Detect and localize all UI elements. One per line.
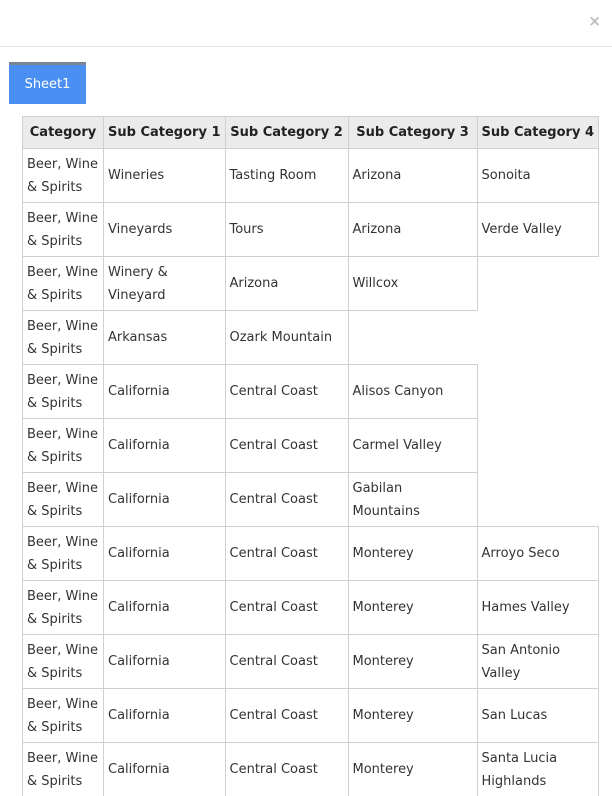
tab-sheet1[interactable]: Sheet1 (9, 62, 86, 104)
table-row (23, 635, 599, 689)
table-row (23, 689, 599, 743)
table-row (23, 203, 599, 257)
cell-sub-category-1[interactable]: California (104, 419, 226, 473)
cell-sub-category-2[interactable]: Arizona (225, 257, 348, 311)
table-row (23, 581, 599, 635)
cell-sub-category-1[interactable]: Arkansas (104, 311, 226, 365)
cell-sub-category-1[interactable]: California (104, 743, 226, 796)
table-row (23, 365, 599, 419)
cell-sub-category-2[interactable]: Tasting Room (225, 149, 348, 203)
cell-sub-category-2[interactable]: Central Coast (225, 581, 348, 635)
table-row (23, 473, 599, 527)
cell-sub-category-4[interactable]: Arroyo Seco (477, 527, 599, 581)
empty-cell (477, 473, 599, 527)
cell-sub-category-3[interactable]: Monterey (348, 743, 477, 796)
cell-category[interactable]: Beer, Wine & Spirits (23, 203, 104, 257)
cell-sub-category-1[interactable]: Wineries (104, 149, 226, 203)
cell-sub-category-2[interactable]: Central Coast (225, 473, 348, 527)
header-row (23, 117, 599, 149)
cell-sub-category-2[interactable]: Central Coast (225, 689, 348, 743)
cell-sub-category-4[interactable]: Sonoita (477, 149, 599, 203)
empty-cell (477, 419, 599, 473)
cell-category[interactable]: Beer, Wine & Spirits (23, 149, 104, 203)
cell-sub-category-1[interactable]: California (104, 635, 226, 689)
cell-sub-category-2[interactable]: Central Coast (225, 635, 348, 689)
column-header-sub-category-1[interactable]: Sub Category 1 (104, 117, 226, 149)
cell-sub-category-3[interactable]: Arizona (348, 203, 477, 257)
cell-sub-category-2[interactable]: Central Coast (225, 743, 348, 796)
cell-sub-category-3[interactable]: Alisos Canyon (348, 365, 477, 419)
cell-sub-category-1[interactable]: California (104, 365, 226, 419)
cell-sub-category-3[interactable]: Monterey (348, 527, 477, 581)
table-row (23, 419, 599, 473)
cell-sub-category-1[interactable]: California (104, 689, 226, 743)
empty-cell (477, 311, 599, 365)
column-header-sub-category-3[interactable]: Sub Category 3 (348, 117, 477, 149)
cell-sub-category-2[interactable]: Tours (225, 203, 348, 257)
cell-sub-category-4[interactable]: San Antonio Valley (477, 635, 599, 689)
cell-sub-category-1[interactable]: California (104, 581, 226, 635)
cell-sub-category-3[interactable]: Monterey (348, 689, 477, 743)
cell-category[interactable]: Beer, Wine & Spirits (23, 527, 104, 581)
cell-sub-category-3[interactable]: Willcox (348, 257, 477, 311)
table-row (23, 311, 599, 365)
column-header-sub-category-4[interactable]: Sub Category 4 (477, 117, 599, 149)
cell-sub-category-4[interactable]: Santa Lucia Highlands (477, 743, 599, 796)
empty-cell (477, 365, 599, 419)
column-header-category[interactable]: Category (23, 117, 104, 149)
table-row (23, 149, 599, 203)
cell-sub-category-4[interactable]: Verde Valley (477, 203, 599, 257)
cell-sub-category-3[interactable]: Gabilan Mountains (348, 473, 477, 527)
cell-sub-category-1[interactable]: California (104, 527, 226, 581)
cell-category[interactable]: Beer, Wine & Spirits (23, 743, 104, 796)
table-row (23, 257, 599, 311)
cell-sub-category-3[interactable]: Carmel Valley (348, 419, 477, 473)
cell-category[interactable]: Beer, Wine & Spirits (23, 689, 104, 743)
spreadsheet-table (22, 116, 599, 796)
cell-sub-category-1[interactable]: Winery & Vineyard (104, 257, 226, 311)
cell-sub-category-3[interactable]: Monterey (348, 635, 477, 689)
cell-sub-category-3[interactable]: Monterey (348, 581, 477, 635)
cell-sub-category-2[interactable]: Central Coast (225, 527, 348, 581)
cell-sub-category-3[interactable]: Arizona (348, 149, 477, 203)
cell-sub-category-4[interactable]: Hames Valley (477, 581, 599, 635)
column-header-sub-category-2[interactable]: Sub Category 2 (225, 117, 348, 149)
cell-category[interactable]: Beer, Wine & Spirits (23, 635, 104, 689)
empty-cell (477, 257, 599, 311)
cell-category[interactable]: Beer, Wine & Spirits (23, 257, 104, 311)
cell-sub-category-1[interactable]: Vineyards (104, 203, 226, 257)
dialog-header (0, 0, 612, 47)
table-row (23, 527, 599, 581)
cell-category[interactable]: Beer, Wine & Spirits (23, 311, 104, 365)
cell-category[interactable]: Beer, Wine & Spirits (23, 581, 104, 635)
cell-category[interactable]: Beer, Wine & Spirits (23, 419, 104, 473)
empty-cell (348, 311, 477, 365)
table-row (23, 743, 599, 796)
cell-sub-category-2[interactable]: Central Coast (225, 365, 348, 419)
cell-category[interactable]: Beer, Wine & Spirits (23, 473, 104, 527)
table-body (23, 149, 599, 796)
cell-sub-category-1[interactable]: California (104, 473, 226, 527)
cell-sub-category-2[interactable]: Central Coast (225, 419, 348, 473)
cell-sub-category-4[interactable]: San Lucas (477, 689, 599, 743)
cell-category[interactable]: Beer, Wine & Spirits (23, 365, 104, 419)
close-icon[interactable]: × (588, 12, 601, 30)
cell-sub-category-2[interactable]: Ozark Mountain (225, 311, 348, 365)
